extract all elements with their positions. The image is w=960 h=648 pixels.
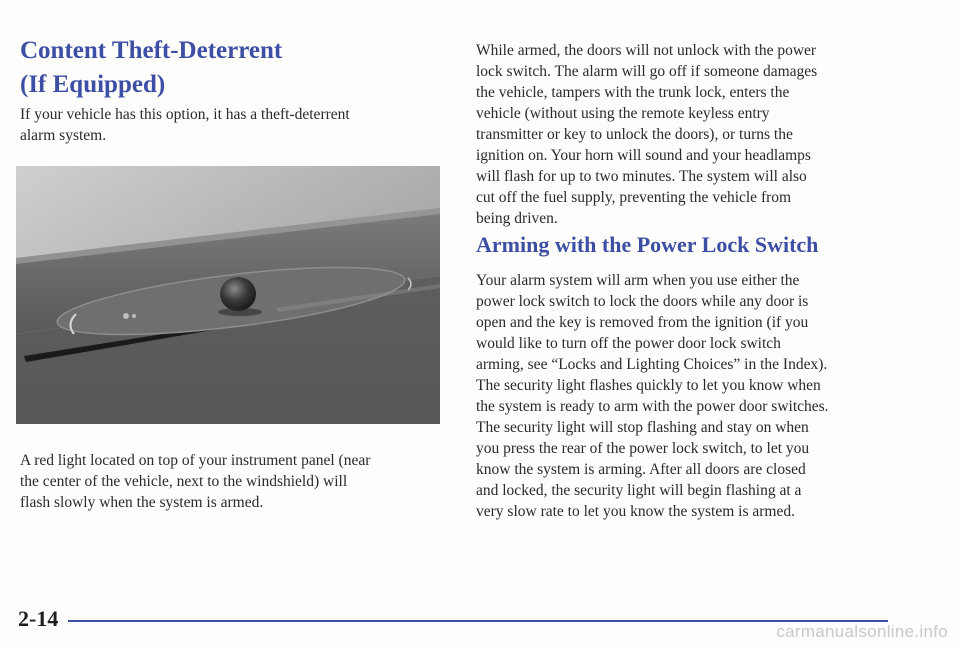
section-heading-line-1: Content Theft-Deterrent bbox=[20, 37, 283, 64]
paragraph-line: know the system is arming. After all doors are closed bbox=[476, 461, 806, 478]
alarm-behavior-paragraph bbox=[476, 40, 936, 229]
paragraph-line: lock switch. The alarm will go off if someone damages bbox=[476, 63, 818, 80]
paragraph-line: open and the key is removed from the ignition (if you bbox=[476, 314, 809, 331]
intro-paragraph bbox=[20, 104, 440, 146]
paragraph-line: Your alarm system will arm when you use either the bbox=[476, 272, 800, 289]
paragraph-line: power lock switch to lock the doors while any door is bbox=[476, 293, 809, 310]
section-heading bbox=[20, 34, 440, 102]
paragraph-line: While armed, the doors will not unlock with the power bbox=[476, 42, 817, 59]
intro-line: alarm system. bbox=[20, 127, 107, 144]
section-heading-line-2: (If Equipped) bbox=[20, 71, 166, 98]
paragraph-line: The security light flashes quickly to let you know when bbox=[476, 377, 821, 394]
paragraph-line: cut off the fuel supply, preventing the vehicle from bbox=[476, 189, 792, 206]
intro-line: If your vehicle has this option, it has a theft-deterrent bbox=[20, 106, 350, 123]
paragraph-line: transmitter or key to unlock the doors), or turns the bbox=[476, 126, 793, 143]
footer-rule bbox=[68, 620, 888, 622]
paragraph-line: you press the rear of the power lock switch, to let you bbox=[476, 440, 810, 457]
paragraph-line: very slow rate to let you know the system is armed. bbox=[476, 503, 795, 520]
page-number: 2-14 bbox=[18, 606, 59, 631]
paragraph-line: being driven. bbox=[476, 210, 558, 227]
paragraph-line: and locked, the security light will begin flashing at a bbox=[476, 482, 802, 499]
paragraph-line: the vehicle, tampers with the trunk lock, enters the bbox=[476, 84, 790, 101]
instrument-panel-security-light-photo bbox=[16, 166, 440, 424]
site-watermark: carmanualsonline.info bbox=[776, 622, 948, 641]
caption-line: the center of the vehicle, next to the windshield) will bbox=[20, 473, 348, 490]
paragraph-line: would like to turn off the power door lock switch bbox=[476, 335, 781, 352]
caption-line: flash slowly when the system is armed. bbox=[20, 494, 264, 511]
subsection-heading: Arming with the Power Lock Switch bbox=[476, 232, 819, 257]
caption-line: A red light located on top of your instrument panel (near bbox=[20, 452, 371, 469]
paragraph-line: arming, see “Locks and Lighting Choices” in the Index). bbox=[476, 356, 828, 373]
figure-caption bbox=[20, 450, 450, 513]
instrument-panel-photo bbox=[16, 166, 440, 424]
paragraph-line: will flash for up to two minutes. The system will also bbox=[476, 168, 807, 185]
paragraph-line: The security light will stop flashing and stay on when bbox=[476, 419, 809, 436]
paragraph-line: vehicle (without using the remote keyless entry bbox=[476, 105, 770, 122]
paragraph-line: the system is ready to arm with the power door switches. bbox=[476, 398, 829, 415]
paragraph-line: ignition on. Your horn will sound and your headlamps bbox=[476, 147, 811, 164]
arming-paragraph bbox=[476, 270, 936, 522]
